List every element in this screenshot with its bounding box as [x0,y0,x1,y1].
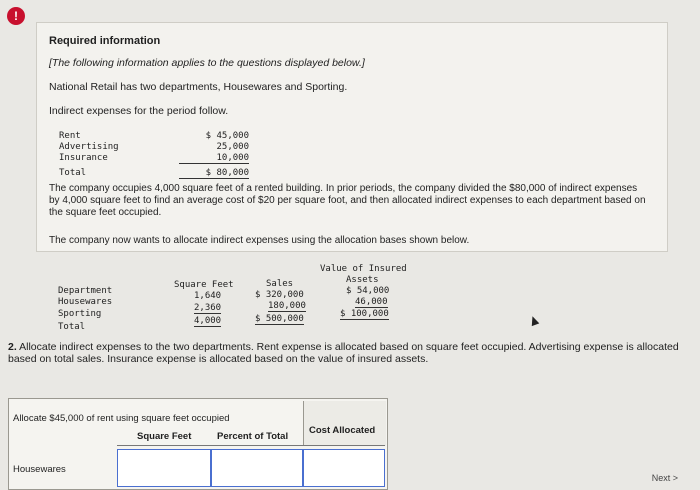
header-divider [117,445,385,446]
assets-value: 46,000 [355,297,388,307]
expense-label: Insurance [59,153,108,163]
question-text: Allocate indirect expenses to the two departments. Rent expense is allocated based on square feet occupied. Advertising expense is allocated based on total sales. Insurance expense is allocated based on the value of insured assets. [8,341,679,365]
allocation-bases-line: The company now wants to allocate indirect expenses using the allocation bases shown below. [49,235,470,246]
question-number: 2. [8,341,17,353]
dept-name: Total [58,322,86,332]
mouse-cursor-icon [529,315,540,326]
dept-name: Sporting [58,309,102,319]
expense-label: Rent [59,131,81,141]
expense-value: $ 45,000 [205,131,249,141]
expense-total-value: $ 80,000 [179,168,249,179]
assets-header-line2: Assets [346,275,379,285]
assets-header-line1: Value of Insured [320,264,407,274]
section-heading: Required information [49,35,161,47]
housewares-cost-input[interactable] [303,449,385,487]
sales-value: $ 500,000 [255,314,304,324]
col-percent-of-total: Percent of Total [217,431,289,442]
housewares-square-feet-input[interactable] [117,449,211,487]
table-caption: Allocate $45,000 of rent using square feet occupied [13,413,230,424]
alert-icon: ! [7,7,25,25]
dept-name: Housewares [58,297,113,307]
required-information-panel [36,22,668,252]
next-button[interactable]: Next > [651,473,678,483]
col-cost-allocated: Cost Allocated [309,425,376,436]
rent-allocation-table [8,398,388,490]
applies-note: [The following information applies to the questions displayed below.] [49,57,365,69]
building-paragraph: The company occupies 4,000 square feet of a rented building. In prior periods, the company divided the $80,000 of indirect expenses by 4,000 square feet to find an average cost of $20 per square foot, and then allocated indirect expenses to each department based on the square feet occupied. [49,183,646,218]
sales-header: Sales [266,279,294,289]
col-square-feet: Square Feet [137,431,192,442]
department-header: Department [58,286,113,296]
assets-value: $ 54,000 [346,286,390,296]
cost-header-strip [303,401,386,446]
sqft-value: 2,360 [194,303,222,313]
expense-value: 25,000 [216,142,249,152]
sqft-value: 4,000 [194,316,222,326]
question-2 [8,341,688,365]
sqft-value: 1,640 [194,291,222,301]
sales-value: $ 320,000 [255,290,304,300]
expense-label: Advertising [59,142,119,152]
housewares-percent-input[interactable] [211,449,303,487]
expense-total-label: Total [59,168,87,178]
square-feet-header: Square Feet [174,280,234,290]
row-label-housewares: Housewares [13,464,66,475]
indirect-expenses-line: Indirect expenses for the period follow. [49,105,229,117]
sales-value: 180,000 [268,301,306,311]
assets-value: $ 100,000 [340,309,389,319]
intro-line: National Retail has two departments, Housewares and Sporting. [49,81,348,93]
expense-value: 10,000 [179,153,249,164]
